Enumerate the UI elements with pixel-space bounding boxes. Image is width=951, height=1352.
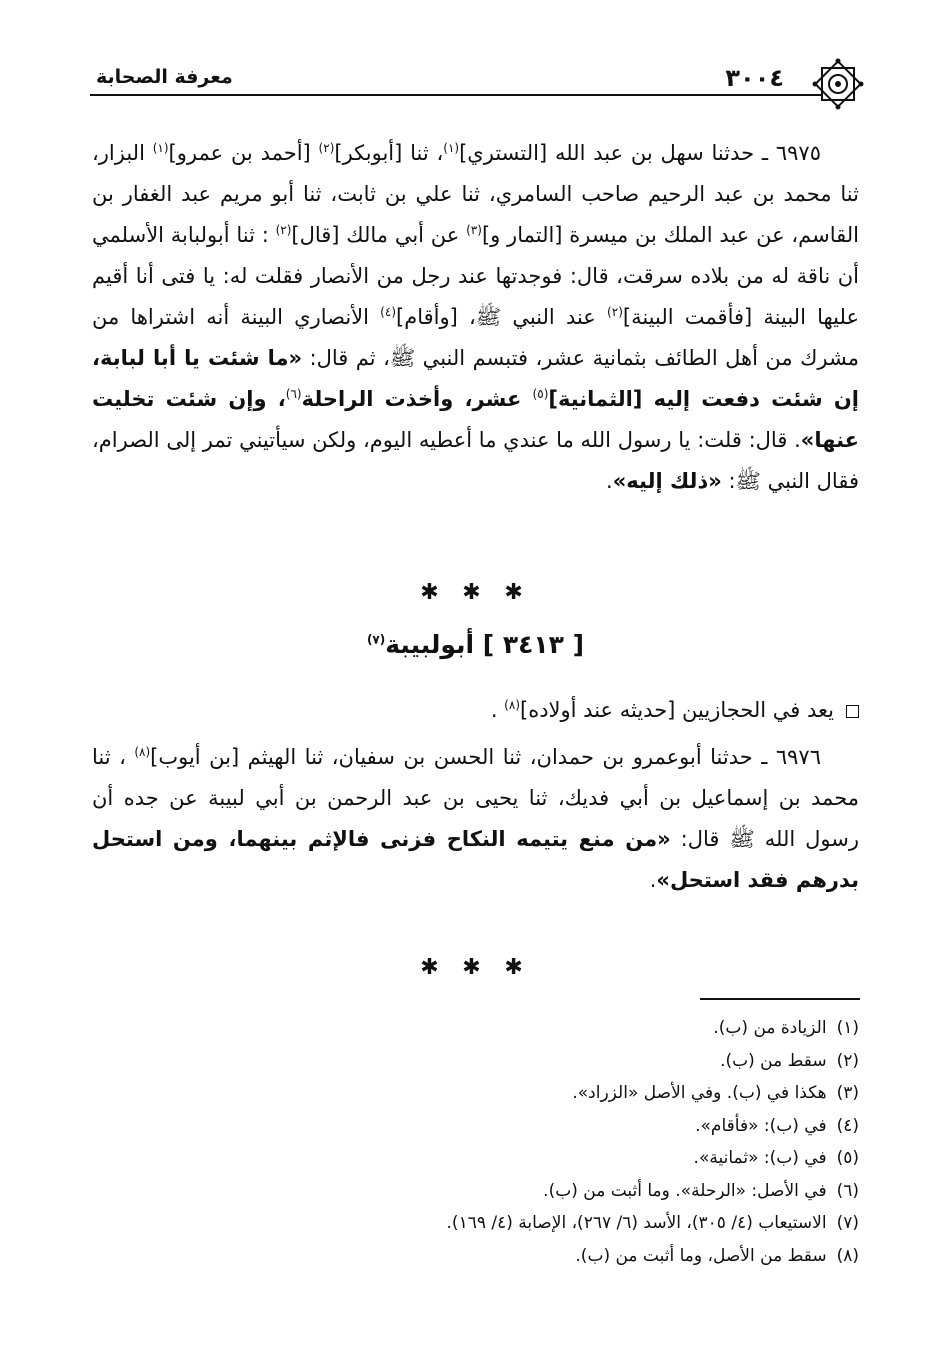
footnote-ref: (٨) bbox=[504, 698, 520, 712]
footnote-item bbox=[99, 1077, 859, 1110]
prophetic-saying: عشر، وأخذت الراحلة bbox=[301, 387, 533, 411]
square-bullet-icon bbox=[846, 705, 859, 718]
footnote-text: هكذا في (ب). وفي الأصل «الزراد». bbox=[572, 1083, 827, 1103]
hadith-paragraph bbox=[92, 737, 859, 901]
hadith-number: ٦٩٧٦ bbox=[775, 745, 821, 769]
text-run: [أحمد بن عمرو] bbox=[168, 141, 319, 165]
text-run: ، ثنا [أبوبكر] bbox=[334, 141, 444, 165]
footnote-number: (٧) bbox=[836, 1213, 859, 1233]
hadith-6976 bbox=[92, 737, 859, 901]
star-ornament-icon bbox=[810, 56, 866, 112]
note-line bbox=[92, 690, 859, 730]
running-title: معرفة الصحابة bbox=[96, 66, 233, 88]
footnote-number: (٣) bbox=[836, 1083, 859, 1103]
hadith-6975 bbox=[92, 133, 859, 502]
footnote-number: (١) bbox=[836, 1018, 859, 1038]
footnote-ref: (١) bbox=[443, 141, 460, 155]
footnote-item bbox=[99, 1045, 859, 1078]
text-run: ـ حدثنا سهل بن عبد الله [التستري] bbox=[459, 141, 769, 165]
footnote-item bbox=[99, 1012, 859, 1045]
footnote-ref: (٧) bbox=[366, 632, 386, 647]
prophetic-saying: «ما شئت يا أبا لبابة، إن شئت دفعت إليه [الثمانية] bbox=[92, 346, 859, 411]
footnote-item bbox=[99, 1110, 859, 1143]
text-run: عند النبي ﷺ، [وأقام] bbox=[396, 305, 608, 329]
footnote-item bbox=[99, 1175, 859, 1208]
footnote-ref: (٦) bbox=[285, 387, 302, 401]
footnote-item bbox=[99, 1240, 859, 1273]
footnote-text: الزيادة من (ب). bbox=[713, 1018, 827, 1038]
footnote-ref: (٢) bbox=[607, 305, 623, 319]
footnote-number: (٢) bbox=[836, 1050, 859, 1071]
footnotes bbox=[99, 1012, 859, 1272]
prophetic-saying: «من منع يتيمه النكاح فزنى فالإثم بينهما، ومن استحل بدرهم فقد استحل» bbox=[92, 827, 859, 892]
footnote-number: (٦) bbox=[836, 1180, 859, 1201]
footnote-ref: (٢) bbox=[275, 223, 292, 237]
text-run: عن أبي مالك [قال] bbox=[291, 223, 467, 247]
note-text: يعد في الحجازيين [حديثه عند أولاده] bbox=[520, 698, 834, 722]
footnote-ref: (٥) bbox=[532, 387, 549, 401]
text-run: : ثنا أبولبابة الأسلمي أن ناقة له من بلاده سرقت، قال: فوجدتها عند رجل من الأنصار فقلت له: يا فتى أنا أقيم عليها البينة [فأقمت البينة] bbox=[92, 223, 859, 329]
footnote-text: في (ب): «ثمانية». bbox=[693, 1148, 827, 1168]
text-run: . bbox=[606, 469, 613, 493]
text-run: ـ حدثنا أبوعمرو بن حمدان، ثنا الحسن بن سفيان، ثنا الهيثم [بن أيوب] bbox=[150, 745, 768, 769]
footnote-ref: (٨) bbox=[134, 745, 151, 759]
footnote-number: (٥) bbox=[836, 1148, 859, 1168]
footnote-ref: (١) bbox=[152, 141, 169, 155]
entry-label: [ ٣٤١٣ ] أبولبيبة bbox=[385, 630, 585, 659]
footnote-text: سقط من الأصل، وما أثبت من (ب). bbox=[575, 1245, 827, 1266]
prophetic-saying: ، وإن شئت تخليت عنها» bbox=[92, 387, 859, 452]
text-run: . bbox=[490, 698, 505, 722]
text-run: البزار، ثنا محمد بن عبد الرحيم صاحب السامري، ثنا علي بن ثابت، ثنا أبو مريم عبد الغفار بن القاسم، عن عبد الملك بن ميسرة [التمار و] bbox=[92, 141, 860, 247]
footnote-ref: (٤) bbox=[380, 305, 396, 319]
prophetic-saying: «ذلك إليه» bbox=[612, 469, 722, 493]
footnote-text: في الأصل: «الرحلة». وما أثبت من (ب). bbox=[543, 1180, 827, 1201]
hadith-paragraph bbox=[92, 133, 859, 502]
text-run: . قال: قلت: يا رسول الله ما عندي ما أعطيه اليوم، ولكن سيأتيني تمر إلى الصرام، فقال النبي ﷺ: bbox=[92, 428, 859, 493]
section-separator: ✱ ✱ ✱ bbox=[420, 955, 531, 980]
footnote-text: الاستيعاب (٤/ ٣٠٥)، الأسد (٦/ ٢٦٧)، الإصابة (٤/ ١٦٩). bbox=[446, 1213, 827, 1233]
footnote-item bbox=[99, 1207, 859, 1240]
text-run: ، ثنا محمد بن إسماعيل بن أبي فديك، ثنا يحيى بن عبد الرحمن بن أبي لبيبة عن جده أن رسول الله ﷺ قال: bbox=[92, 745, 859, 851]
footnote-ref: (٣) bbox=[466, 223, 482, 237]
footnote-text: سقط من (ب). bbox=[720, 1050, 827, 1071]
header-rule bbox=[90, 94, 821, 96]
footnote-ref: (٢) bbox=[318, 141, 335, 155]
section-separator: ✱ ✱ ✱ bbox=[420, 580, 531, 605]
page-number: ٣٠٠٤ bbox=[725, 64, 784, 92]
footnote-item bbox=[99, 1142, 859, 1175]
footnote-rule bbox=[700, 998, 860, 1000]
footnote-number: (٤) bbox=[836, 1115, 859, 1136]
entry-title bbox=[0, 630, 951, 659]
text-run: الأنصاري البينة أنه اشتراها من مشرك من أهل الطائف بثمانية عشر، فتبسم النبي ﷺ، ثم قال: bbox=[92, 305, 860, 370]
page-header bbox=[90, 56, 866, 106]
hadith-number: ٦٩٧٥ bbox=[775, 141, 821, 165]
footnote-number: (٨) bbox=[836, 1245, 859, 1266]
footnote-text: في (ب): «فأقام». bbox=[695, 1115, 827, 1136]
text-run: . bbox=[649, 868, 657, 892]
